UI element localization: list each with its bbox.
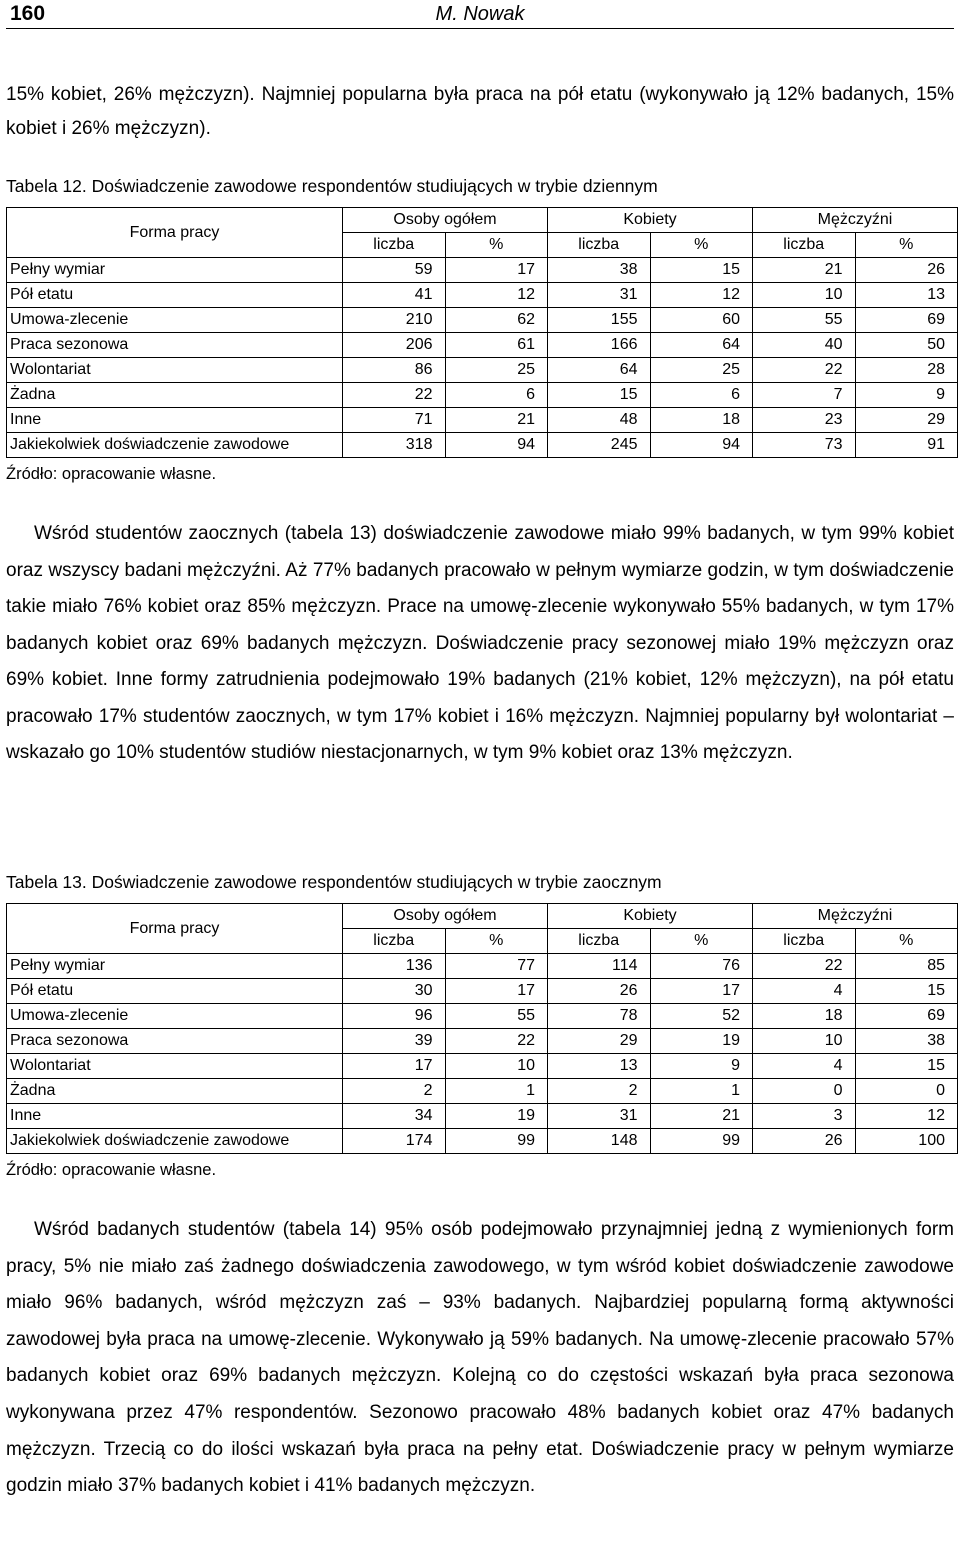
paragraph-2: Wśród studentów zaocznych (tabela 13) doświadczenie zawodowe miało 99% badanych, w tym 99% kobiet oraz wszyscy badani mężczyźni. Aż 77% badanych pracowało w pełnym wymiarze godzin, w tym doświadczenie takie miało 76% kobiet oraz 85% mężczyzn. Prace na umowę-zlecenie wykonywało 55% badanych, w tym 17% badanych kobiet oraz 69% badanych mężczyzn. Doświadczenie pracy sezonowej miało 19% mężczyzn oraz 69% kobiet. Inne formy zatrudnienia podejmowało 19% badanych (21% kobiet, 12% mężczyzn), na pół etatu pracowało 17% studentów zaocznych, w tym 17% kobiet i 16% mężczyzn. Najmniej popularny był wolontariat – wskazało go 10% studentów studiów niestacjonarnych, w tym 9% kobiet oraz 13% mężczyzn.: [6, 523, 954, 763]
table-cell: 91: [855, 433, 958, 458]
table-cell: 114: [548, 954, 651, 979]
table-row: [7, 1054, 958, 1079]
page-header: [6, 0, 954, 29]
table-row: [7, 1129, 958, 1154]
sub-header: liczba: [548, 233, 651, 258]
table-cell: 48: [548, 408, 651, 433]
table-cell: 21: [650, 1104, 753, 1129]
table-row: [7, 433, 958, 458]
sub-header: liczba: [343, 929, 446, 954]
table-cell: 1: [445, 1079, 548, 1104]
table-cell: 50: [855, 333, 958, 358]
table-cell: 18: [650, 408, 753, 433]
table-cell: 86: [343, 358, 446, 383]
table-cell: 4: [753, 979, 856, 1004]
row-label: Praca sezonowa: [7, 333, 343, 358]
row-label: Żadna: [7, 1079, 343, 1104]
table-cell: 71: [343, 408, 446, 433]
table-cell: 22: [343, 383, 446, 408]
table-cell: 2: [548, 1079, 651, 1104]
table-row: [7, 308, 958, 333]
table-row: [7, 408, 958, 433]
forma-header: Forma pracy: [7, 904, 343, 954]
table-cell: 60: [650, 308, 753, 333]
sub-header: liczba: [548, 929, 651, 954]
group-header-women: Kobiety: [548, 208, 753, 233]
table12: [6, 207, 958, 458]
table-cell: 52: [650, 1004, 753, 1029]
table-cell: 94: [650, 433, 753, 458]
table-cell: 0: [855, 1079, 958, 1104]
table-cell: 7: [753, 383, 856, 408]
table-cell: 22: [753, 954, 856, 979]
table-cell: 25: [650, 358, 753, 383]
table-cell: 61: [445, 333, 548, 358]
table-cell: 85: [855, 954, 958, 979]
sub-header: %: [445, 233, 548, 258]
table-row: [7, 283, 958, 308]
row-label: Jakiekolwiek doświadczenie zawodowe: [7, 1129, 343, 1154]
table-cell: 38: [855, 1029, 958, 1054]
sub-header: liczba: [753, 233, 856, 258]
table-cell: 76: [650, 954, 753, 979]
table-cell: 174: [343, 1129, 446, 1154]
table-cell: 19: [650, 1029, 753, 1054]
table-cell: 6: [445, 383, 548, 408]
table13-caption: Tabela 13. Doświadczenie zawodowe respondentów studiujących w trybie zaocznym: [6, 872, 662, 892]
table-cell: 15: [650, 258, 753, 283]
table-cell: 96: [343, 1004, 446, 1029]
table-cell: 2: [343, 1079, 446, 1104]
table-cell: 69: [855, 1004, 958, 1029]
table-cell: 62: [445, 308, 548, 333]
table-row: [7, 1104, 958, 1129]
table-cell: 38: [548, 258, 651, 283]
row-label: Wolontariat: [7, 1054, 343, 1079]
table-cell: 9: [650, 1054, 753, 1079]
table13: [6, 903, 958, 1154]
table-cell: 1: [650, 1079, 753, 1104]
table-cell: 17: [343, 1054, 446, 1079]
row-label: Żadna: [7, 383, 343, 408]
table13-source: Źródło: opracowanie własne.: [6, 1161, 217, 1179]
table-cell: 18: [753, 1004, 856, 1029]
table-cell: 17: [445, 258, 548, 283]
table-cell: 15: [548, 383, 651, 408]
table-cell: 21: [445, 408, 548, 433]
sub-header: liczba: [753, 929, 856, 954]
table-cell: 0: [753, 1079, 856, 1104]
group-header-men: Mężczyźni: [753, 904, 958, 929]
table-row: [7, 383, 958, 408]
row-label: Inne: [7, 408, 343, 433]
table-cell: 10: [753, 283, 856, 308]
table-row: [7, 258, 958, 283]
row-label: Pełny wymiar: [7, 258, 343, 283]
table-cell: 148: [548, 1129, 651, 1154]
row-label: Inne: [7, 1104, 343, 1129]
table-cell: 41: [343, 283, 446, 308]
running-head-author: M. Nowak: [435, 3, 525, 25]
table-row: [7, 358, 958, 383]
table-cell: 12: [855, 1104, 958, 1129]
table-cell: 9: [855, 383, 958, 408]
row-label: Umowa-zlecenie: [7, 308, 343, 333]
table-cell: 23: [753, 408, 856, 433]
table-cell: 4: [753, 1054, 856, 1079]
row-label: Wolontariat: [7, 358, 343, 383]
table-row: [7, 1079, 958, 1104]
intro-paragraph: 15% kobiet, 26% mężczyzn). Najmniej popularna była praca na pół etatu (wykonywało ją 12% badanych, 15% kobiet i 26% mężczyzn).: [6, 84, 954, 139]
table-cell: 99: [445, 1129, 548, 1154]
sub-header: liczba: [343, 233, 446, 258]
table-cell: 73: [753, 433, 856, 458]
table-cell: 69: [855, 308, 958, 333]
table-cell: 34: [343, 1104, 446, 1129]
row-label: Praca sezonowa: [7, 1029, 343, 1054]
table-cell: 136: [343, 954, 446, 979]
table-cell: 22: [445, 1029, 548, 1054]
table-cell: 13: [855, 283, 958, 308]
row-label: Pełny wymiar: [7, 954, 343, 979]
table-cell: 99: [650, 1129, 753, 1154]
group-header-men: Mężczyźni: [753, 208, 958, 233]
row-label: Pół etatu: [7, 283, 343, 308]
table-cell: 25: [445, 358, 548, 383]
table-header-row: [7, 208, 958, 233]
table-cell: 29: [855, 408, 958, 433]
table-row: [7, 954, 958, 979]
table-header-row: [7, 904, 958, 929]
table-cell: 166: [548, 333, 651, 358]
table-cell: 39: [343, 1029, 446, 1054]
table-cell: 28: [855, 358, 958, 383]
group-header-total: Osoby ogółem: [343, 904, 548, 929]
table-row: [7, 1004, 958, 1029]
table-cell: 64: [548, 358, 651, 383]
table-row: [7, 333, 958, 358]
table-cell: 15: [855, 979, 958, 1004]
table-cell: 15: [855, 1054, 958, 1079]
table-cell: 3: [753, 1104, 856, 1129]
table-cell: 12: [445, 283, 548, 308]
table-cell: 10: [445, 1054, 548, 1079]
table-cell: 31: [548, 1104, 651, 1129]
table-cell: 10: [753, 1029, 856, 1054]
group-header-women: Kobiety: [548, 904, 753, 929]
sub-header: %: [855, 929, 958, 954]
table-cell: 78: [548, 1004, 651, 1029]
table-cell: 19: [445, 1104, 548, 1129]
table-cell: 26: [548, 979, 651, 1004]
table-cell: 21: [753, 258, 856, 283]
table12-source: Źródło: opracowanie własne.: [6, 465, 217, 483]
table-cell: 210: [343, 308, 446, 333]
sub-header: %: [445, 929, 548, 954]
row-label: Pół etatu: [7, 979, 343, 1004]
sub-header: %: [650, 929, 753, 954]
table-cell: 318: [343, 433, 446, 458]
sub-header: %: [855, 233, 958, 258]
sub-header: %: [650, 233, 753, 258]
table-cell: 55: [445, 1004, 548, 1029]
table-cell: 29: [548, 1029, 651, 1054]
table-row: [7, 1029, 958, 1054]
table-cell: 6: [650, 383, 753, 408]
table-cell: 94: [445, 433, 548, 458]
table-cell: 206: [343, 333, 446, 358]
table-cell: 13: [548, 1054, 651, 1079]
group-header-total: Osoby ogółem: [343, 208, 548, 233]
table-cell: 55: [753, 308, 856, 333]
table-cell: 245: [548, 433, 651, 458]
table-cell: 155: [548, 308, 651, 333]
row-label: Jakiekolwiek doświadczenie zawodowe: [7, 433, 343, 458]
table-cell: 26: [855, 258, 958, 283]
table-cell: 40: [753, 333, 856, 358]
table-row: [7, 979, 958, 1004]
page-number: 160: [10, 2, 46, 25]
table-cell: 22: [753, 358, 856, 383]
table-cell: 100: [855, 1129, 958, 1154]
table-cell: 31: [548, 283, 651, 308]
table-cell: 17: [445, 979, 548, 1004]
table-cell: 59: [343, 258, 446, 283]
table-cell: 26: [753, 1129, 856, 1154]
table-cell: 77: [445, 954, 548, 979]
row-label: Umowa-zlecenie: [7, 1004, 343, 1029]
table-cell: 30: [343, 979, 446, 1004]
table-cell: 17: [650, 979, 753, 1004]
table-cell: 64: [650, 333, 753, 358]
forma-header: Forma pracy: [7, 208, 343, 258]
table-cell: 12: [650, 283, 753, 308]
table12-caption: Tabela 12. Doświadczenie zawodowe respondentów studiujących w trybie dziennym: [6, 176, 658, 196]
paragraph-3: Wśród badanych studentów (tabela 14) 95% osób podejmowało przynajmniej jedną z wymienionych form pracy, 5% nie miało zaś żadnego doświadczenia zawodowego, w tym wśród kobiet doświadczenie zawodowe miało 96% badanych, wśród mężczyzn zaś – 93% badanych. Najbardziej popularną formą aktywności zawodowej była praca na umowę-zlecenie. Wykonywało ją 59% badanych. Na umowę-zlecenie pracowało 57% badanych kobiet oraz 69% badanych mężczyzn. Kolejną co do częstości wskazań była praca sezonowa wykonywana przez 47% respondentów. Sezonowo pracowało 48% badanych kobiet oraz 47% badanych mężczyzn. Trzecią co do ilości wskazań była praca na pełny etat. Doświadczenie pracy w pełnym wymiarze godzin miało 37% badanych kobiet i 41% badanych mężczyzn.: [6, 1219, 954, 1497]
